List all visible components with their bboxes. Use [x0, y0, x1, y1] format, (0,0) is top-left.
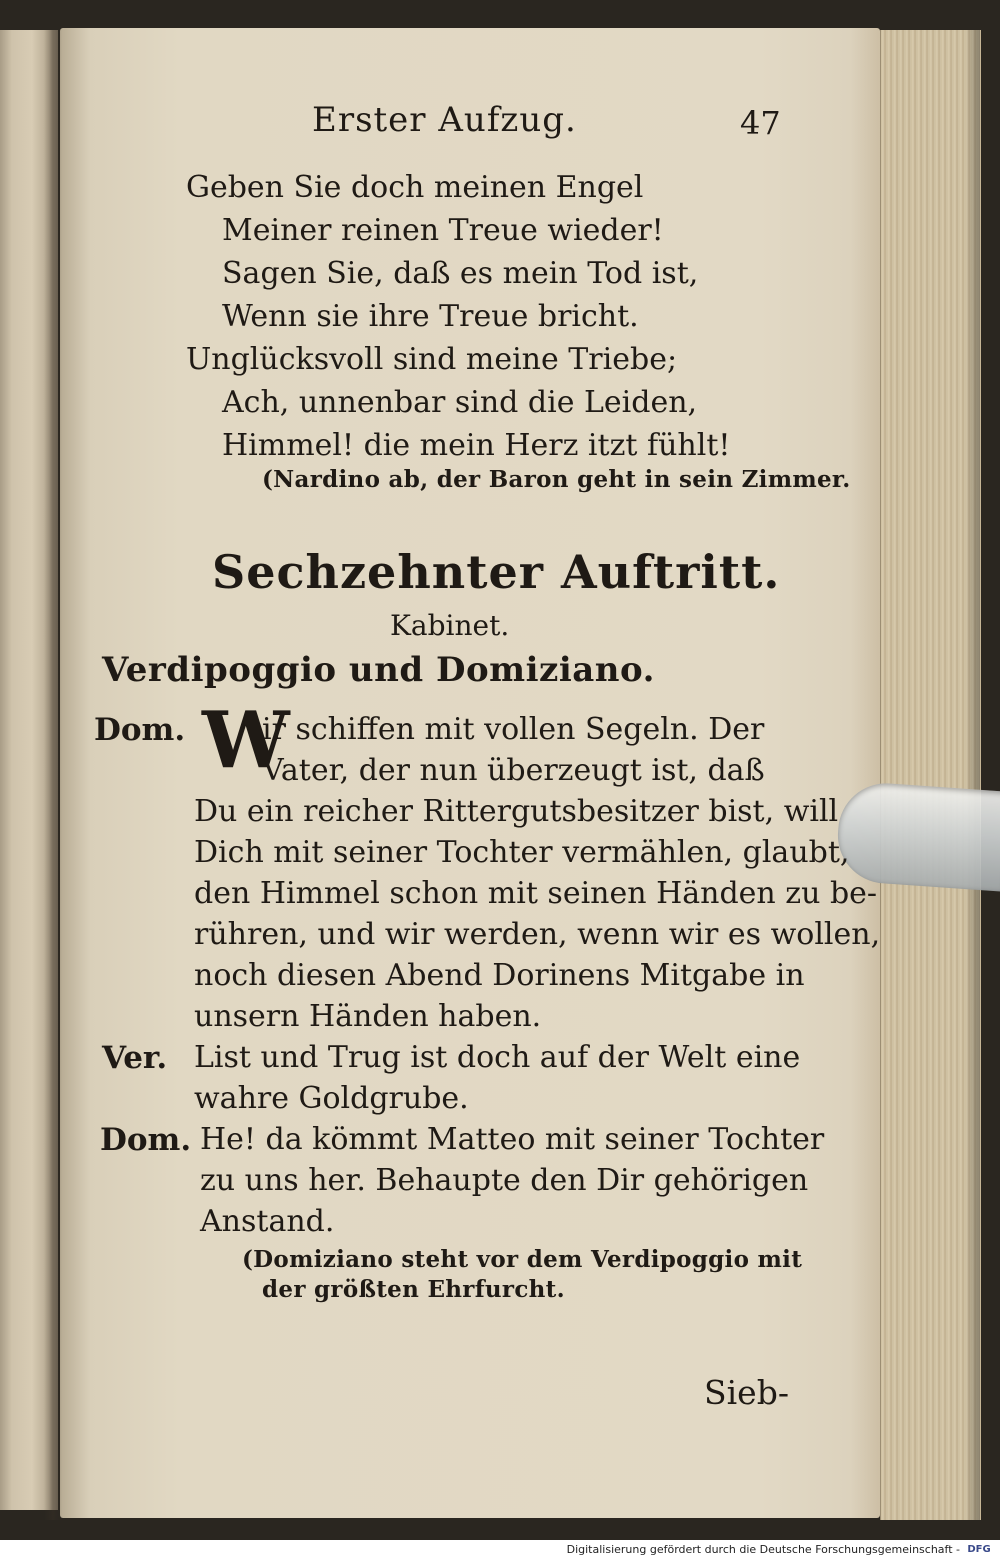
verse-line: Himmel! die mein Herz itzt fühlt! — [222, 428, 731, 463]
page-gutter — [44, 30, 62, 1520]
catchword: Sieb- — [704, 1373, 789, 1412]
scene-place: Kabinet. — [390, 609, 510, 642]
running-title: Erster Aufzug. — [312, 100, 577, 140]
dialogue-line: noch diesen Abend Dorinens Mitgabe in — [194, 958, 805, 993]
dialogue-line: den Himmel schon mit seinen Händen zu be- — [194, 876, 878, 911]
dialogue-line: unsern Händen haben. — [194, 999, 542, 1034]
verse-line: Unglücksvoll sind meine Triebe; — [186, 342, 678, 377]
footer-credit: Digitalisierung gefördert durch die Deutsche Forschungsgemeinschaft - — [566, 1543, 960, 1556]
scene-persons: Verdipoggio und Domiziano. — [102, 650, 655, 690]
verse-line: Sagen Sie, daß es mein Tod ist, — [222, 256, 699, 291]
page-number: 47 — [740, 104, 781, 142]
speaker-label: Dom. — [100, 1122, 192, 1158]
speaker-label: Dom. — [94, 712, 186, 748]
speaker-label: Ver. — [102, 1040, 168, 1076]
dialogue-line: Du ein reicher Rittergutsbesitzer bist, will — [194, 794, 839, 829]
dialogue-line: wahre Goldgrube. — [194, 1081, 469, 1116]
stage-direction: (Nardino ab, der Baron geht in sein Zimmer. — [262, 466, 851, 493]
scene-title: Sechzehnter Auftritt. — [212, 545, 781, 599]
dialogue-line: zu uns her. Behaupte den Dir gehörigen — [200, 1163, 809, 1198]
dialogue-line: ir schiffen mit vollen Segeln. Der — [262, 712, 765, 747]
dialogue-line: List und Trug ist doch auf der Welt eine — [194, 1040, 801, 1075]
dialogue-line: Dich mit seiner Tochter vermählen, glaubt, — [194, 835, 850, 870]
verse-line: Meiner reinen Treue wieder! — [222, 213, 664, 248]
verse-line: Wenn sie ihre Treue bricht. — [222, 299, 639, 334]
dialogue-line: Vater, der nun überzeugt ist, daß — [262, 753, 765, 788]
verse-line: Geben Sie doch meinen Engel — [186, 170, 644, 205]
dialogue-line: Anstand. — [200, 1204, 335, 1239]
verse-line: Ach, unnenbar sind die Leiden, — [222, 385, 698, 420]
page-edge-shadow — [965, 30, 980, 1520]
stage-direction: (Domiziano steht vor dem Verdipoggio mit — [242, 1246, 803, 1273]
dfg-logo: DFG — [967, 1544, 991, 1555]
dialogue-line: rühren, und wir werden, wenn wir es wollen, — [194, 917, 881, 952]
stage-direction: der größten Ehrfurcht. — [262, 1276, 565, 1303]
drop-capital: W — [202, 695, 290, 786]
left-page-sliver — [0, 30, 12, 1510]
dialogue-line: He! da kömmt Matteo mit seiner Tochter — [200, 1122, 825, 1157]
